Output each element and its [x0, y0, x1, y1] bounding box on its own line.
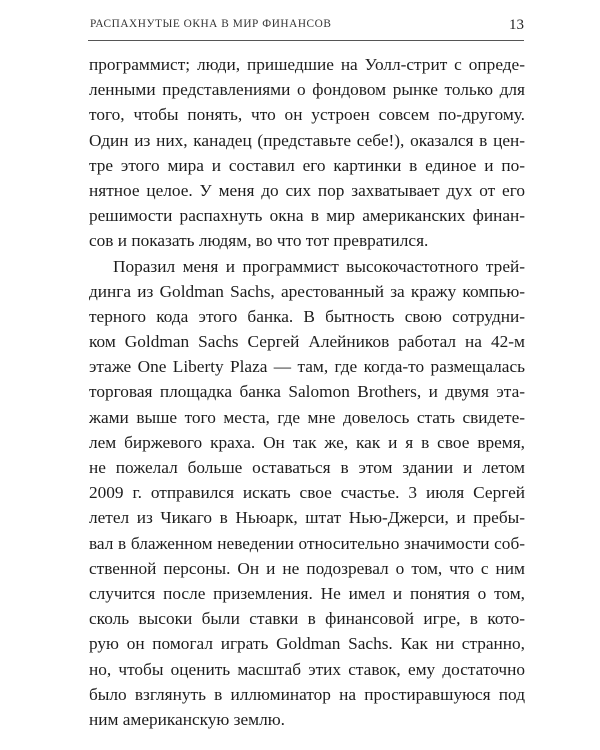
text-line: вал в блаженном неведении относительно значимости соб-: [89, 533, 525, 553]
text-line: терного кода этого банка. В бытность свою сотрудни-: [89, 306, 525, 326]
page-header: [90, 17, 524, 37]
text-line: этаже One Liberty Plaza — там, где когда-то размещалась: [89, 357, 525, 377]
text-line: ком Goldman Sachs Сергей Алейников работал на 42-м: [89, 332, 525, 352]
text-line: было взглянуть в иллюминатор на простиравшуюся под: [89, 684, 525, 704]
text-line: но, чтобы оценить масштаб этих ставок, ему достаточно: [89, 659, 525, 679]
text-line: того, чтобы понять, что он устроен совсем по-другому.: [89, 105, 525, 125]
text-line: не пожелал больше оставаться в этом здании и летом: [89, 458, 525, 477]
text-line: торговая площадка банка Salomon Brothers, и двумя эта-: [89, 382, 525, 402]
text-line: нятное целое. У меня до сих пор захватывает дух от его: [89, 180, 525, 200]
running-head: РАСПАХНУТЫЕ ОКНА В МИР ФИНАНСОВ: [90, 18, 332, 30]
text-line: программист; люди, пришедшие на Уолл-стрит с опреде-: [89, 55, 525, 74]
text-line: жами выше того места, где мне довелось стать свидете-: [89, 407, 525, 427]
page-number: 13: [509, 17, 524, 33]
text-line: сов и показать людям, во что тот превратился.: [89, 231, 429, 251]
paragraph-2: [89, 254, 525, 733]
paragraph-1: [89, 52, 525, 254]
text-line: динга из Goldman Sachs, арестованный за кражу компью-: [89, 281, 525, 301]
text-line: ним американскую землю.: [89, 709, 285, 729]
text-line: тре этого мира и составил его картинки в единое и по-: [89, 155, 525, 175]
text-line: Один из них, канадец (представьте себе!), оказался в цен-: [89, 130, 525, 150]
text-line: ственной персоны. Он и не подозревал о том, что с ним: [89, 558, 525, 578]
text-line: Поразил меня и программист высокочастотного трей-: [113, 256, 525, 276]
text-line: случится после приземления. Не имел и понятия о том,: [89, 583, 525, 603]
text-line: рую он помогал играть Goldman Sachs. Как ни странно,: [89, 634, 525, 654]
text-line: летел из Чикаго в Ньюарк, штат Нью-Джерси, и пребы-: [89, 508, 525, 528]
header-rule: [88, 40, 524, 41]
text-line: ленными представлениями о фондовом рынке только для: [89, 80, 525, 100]
text-line: решимости распахнуть окна в мир американских финан-: [89, 206, 525, 226]
text-line: лем биржевого краха. Он так же, как и я в свое время,: [89, 432, 525, 452]
body-text: [89, 52, 525, 732]
text-line: 2009 г. отправился искать свое счастье. 3 июля Сергей: [89, 483, 525, 503]
text-line: сколь высоки были ставки в финансовой игре, в кото-: [89, 609, 525, 629]
